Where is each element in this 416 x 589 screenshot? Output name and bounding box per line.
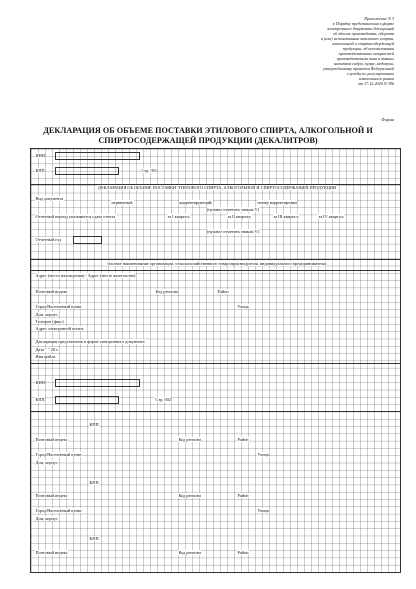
year-field[interactable] (73, 236, 102, 244)
city-label: Город/Населенный пункт (35, 508, 82, 513)
postcode-label: Почтовый индекс (35, 437, 68, 442)
q1-option[interactable]: за I квартал; (167, 214, 190, 219)
kpp-field[interactable] (55, 167, 119, 175)
q4-option[interactable]: за IV квартал; (318, 214, 344, 219)
city-label: Город/Населенный пункт (35, 452, 82, 457)
kpp-label: КПП (89, 480, 99, 485)
district-label: Район (237, 437, 249, 442)
appendix-line: алкогольного рынка (358, 76, 394, 81)
inn-field[interactable] (55, 152, 140, 160)
appendix-line: и (или) использования этилового спирта, (320, 36, 394, 41)
region-label: Код региона (178, 437, 201, 442)
q2-option[interactable]: за II квартал; (227, 214, 252, 219)
inn-label: ИНН (35, 380, 45, 385)
inner-title: ДЕКЛАРАЦИЯ ОБ ОБЪЕМЕ ПОСТАВКИ ЭТИЛОВОГО СПИРТА, АЛКОГОЛЬНОЙ И СПИРТОСОДЕРЖАЩЕЙ ПРОДУКЦИИ (97, 185, 337, 190)
primary-option[interactable]: первичный; (111, 200, 134, 205)
region-label: Код региона (178, 493, 201, 498)
appendix-line: службы по регулированию (347, 71, 394, 76)
kpp-field[interactable] (55, 396, 119, 404)
district-label: Район (217, 289, 229, 294)
doc-type-label: Вид документа (35, 196, 64, 201)
page-number: Стр. 001 (141, 168, 157, 173)
district-label: Район (237, 493, 249, 498)
appendix-line: к Порядку представления в форме (332, 21, 394, 26)
appendix-line: об объеме производства, оборота (332, 31, 394, 36)
appendix-line: производственных мощностей (338, 51, 394, 56)
street-label: Улица (257, 452, 269, 457)
street-label: Улица (237, 304, 249, 309)
appendix-block (264, 16, 394, 86)
house-label: Дом, корпус (35, 312, 58, 317)
house-label: Дом, корпус (35, 516, 58, 521)
correction-number-label: номер корректировки (257, 200, 297, 205)
address-caption: Адрес (место нахождения) / Адрес (место жительства) (35, 273, 136, 278)
electronic-label: Декларация представлена в форме электронного документа (35, 339, 145, 344)
file-name-label: Имя файла (35, 354, 56, 359)
district-label: Район (237, 550, 249, 555)
page-number: Стр. 002 (155, 397, 171, 402)
kpp-label: КПП (35, 397, 45, 402)
email-label: Адрес электронной почты (35, 326, 84, 331)
kpp-label: КПП (89, 536, 99, 541)
q3-option[interactable]: за III квартал; (273, 214, 299, 219)
kpp-label: КПП (35, 168, 45, 173)
region-label: Код региона (178, 550, 201, 555)
inn-label: ИНН (35, 153, 45, 158)
appendix-line: алкогольной и спиртосодержащей (332, 41, 394, 46)
appendix-line: от 17.12.2020 N 396 (357, 81, 394, 86)
mark-hint: (нужное отметить знаком V) (206, 207, 260, 212)
city-label: Город/Населенный пункт (35, 304, 82, 309)
appendix-line: Приложение N 3 (364, 16, 394, 21)
phone-label: Телефон (факс) (35, 319, 64, 324)
divider (31, 270, 400, 271)
postcode-label: Почтовый индекс (35, 550, 68, 555)
region-label: Код региона (155, 289, 178, 294)
postcode-label: Почтовый индекс (35, 289, 68, 294)
page-title: ДЕКЛАРАЦИЯ ОБ ОБЪЕМЕ ПОСТАВКИ ЭТИЛОВОГО СПИРТА, АЛКОГОЛЬНОЙ И СПИРТОСОДЕРЖАЩЕЙ ПРОДУКЦИИ (ДЕКАЛИТРОВ) (43, 126, 373, 145)
inn-field[interactable] (55, 379, 140, 387)
period-label: Отчетный период указывается сдача отчета (35, 214, 116, 219)
date-label: Дата " " 20 г. (35, 347, 59, 352)
divider (31, 259, 400, 260)
postcode-label: Почтовый индекс (35, 493, 68, 498)
divider (31, 411, 400, 412)
form-label: Форма (381, 117, 394, 122)
appendix-line: напитков сидра, пуаре, медовухи, (334, 61, 394, 66)
appendix-line: производителями пива и пивных (336, 56, 394, 61)
divider (31, 363, 400, 364)
street-label: Улица (257, 508, 269, 513)
org-name-hint: (полное наименование организации, сельскохозяйственного товаропроизводителя, индивидуального предпринимателя) (107, 261, 327, 266)
year-label: Отчетный год (35, 237, 61, 242)
declaration-grid (30, 148, 401, 573)
appendix-line: утвержденному приказом Федеральной (323, 66, 394, 71)
corrective-option[interactable]: корректирующий; (179, 200, 213, 205)
appendix-line: электронного документа деклараций (327, 26, 394, 31)
appendix-line: продукции, об использовании (342, 46, 394, 51)
kpp-label: КПП (89, 422, 99, 427)
house-label: Дом, корпус (35, 460, 58, 465)
mark-hint: (нужное отметить знаком V) (206, 229, 260, 234)
